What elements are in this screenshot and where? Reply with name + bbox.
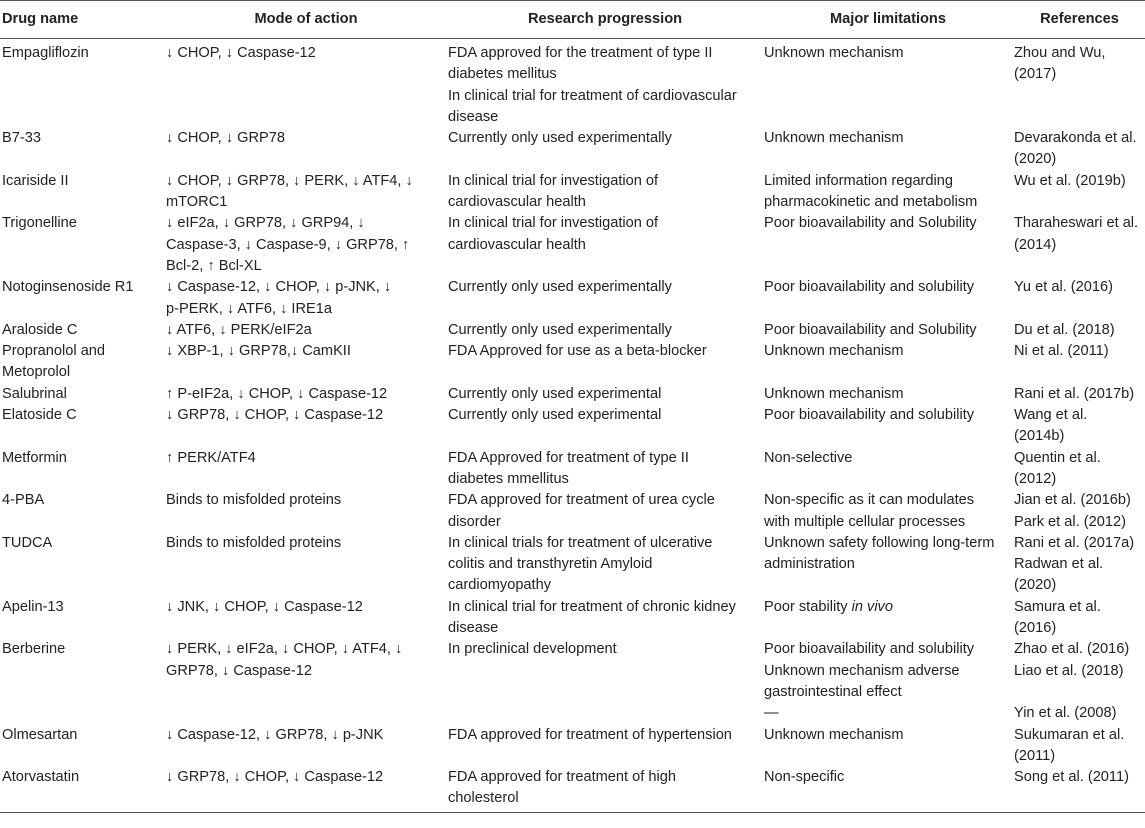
cell-line: ↓ JNK, ↓ CHOP, ↓ Caspase-12 bbox=[166, 598, 363, 615]
research-progression-cell bbox=[446, 767, 762, 812]
table-row bbox=[0, 341, 1145, 384]
cell-line: Radwan et al. bbox=[1014, 556, 1104, 573]
references-cell bbox=[1012, 39, 1145, 129]
drug-name-cell bbox=[0, 490, 164, 533]
cell-line: colitis and transthyretin Amyloid bbox=[448, 556, 653, 573]
cell-line: cardiomyopathy bbox=[448, 577, 552, 594]
cell-line: B7-33 bbox=[2, 130, 41, 147]
cell-line: Non-specific bbox=[764, 769, 845, 786]
cell-line: Metformin bbox=[2, 449, 67, 466]
cell-line: Zhou and Wu, bbox=[1014, 45, 1106, 61]
table-row bbox=[0, 533, 1145, 597]
cell-line: FDA approved for treatment of hypertension bbox=[448, 726, 732, 743]
cell-line: Elatoside C bbox=[2, 407, 77, 424]
research-progression-cell bbox=[446, 320, 762, 341]
mode-of-action-cell bbox=[164, 767, 446, 812]
cell-line: ↓ ATF6, ↓ PERK/eIF2a bbox=[166, 321, 312, 338]
cell-line: Caspase-3, ↓ Caspase-9, ↓ GRP78, ↑ bbox=[166, 236, 410, 253]
research-progression-cell bbox=[446, 639, 762, 724]
cell-line: Liao et al. (2018) bbox=[1014, 662, 1124, 679]
cell-line: Notoginsenoside R1 bbox=[2, 279, 134, 296]
cell-line: cardiovascular health bbox=[448, 194, 586, 211]
research-progression-cell bbox=[446, 490, 762, 533]
cell-line: Bcl-2, ↑ Bcl-XL bbox=[166, 257, 262, 274]
cell-line: Sukumaran et al. bbox=[1014, 726, 1125, 743]
cell-line: Atorvastatin bbox=[2, 769, 80, 786]
drug-name-cell bbox=[0, 597, 164, 640]
cell-line: (2017) bbox=[1014, 66, 1057, 83]
cell-line: Wu et al. (2019b) bbox=[1014, 172, 1126, 189]
cell-line: Unknown mechanism adverse bbox=[764, 662, 960, 679]
cell-line: FDA approved for treatment of high bbox=[448, 769, 676, 786]
cell-line: Metoprolol bbox=[2, 364, 71, 381]
cell-line: Quentin et al. bbox=[1014, 449, 1101, 466]
cell-line: Non-specific as it can modulates bbox=[764, 492, 975, 509]
major-limitations-cell bbox=[762, 490, 1012, 533]
cell-line: Empagliflozin bbox=[2, 45, 89, 61]
references-cell bbox=[1012, 533, 1145, 597]
cell-line: gastrointestinal effect bbox=[764, 683, 902, 700]
drug-name-cell bbox=[0, 341, 164, 384]
cell-line: Tharaheswari et al. bbox=[1014, 215, 1139, 232]
major-limitations-cell bbox=[762, 533, 1012, 597]
cell-line: Poor bioavailability and solubility bbox=[764, 279, 975, 296]
table-body bbox=[0, 39, 1145, 813]
drug-name-cell bbox=[0, 384, 164, 405]
table-row bbox=[0, 171, 1145, 214]
references-cell bbox=[1012, 171, 1145, 214]
major-limitations-cell bbox=[762, 320, 1012, 341]
cell-line: Unknown mechanism bbox=[764, 130, 904, 147]
cell-line: disorder bbox=[448, 513, 501, 530]
cell-line: Zhao et al. (2016) bbox=[1014, 641, 1130, 658]
research-progression-cell bbox=[446, 39, 762, 129]
cell-line: GRP78, ↓ Caspase-12 bbox=[166, 662, 313, 679]
drug-name-cell bbox=[0, 128, 164, 171]
cell-line: (2014) bbox=[1014, 236, 1057, 253]
major-limitations-cell bbox=[762, 213, 1012, 277]
cell-line: pharmacokinetic and metabolism bbox=[764, 194, 978, 211]
cell-line: Du et al. (2018) bbox=[1014, 321, 1115, 338]
mode-of-action-cell bbox=[164, 725, 446, 768]
cell-line: Currently only used experimentally bbox=[448, 130, 672, 147]
mode-of-action-cell bbox=[164, 384, 446, 405]
mode-of-action-cell bbox=[164, 405, 446, 448]
cell-line: Currently only used experimentally bbox=[448, 279, 672, 296]
major-limitations-cell bbox=[762, 171, 1012, 214]
references-cell bbox=[1012, 128, 1145, 171]
table-row bbox=[0, 448, 1145, 491]
mode-of-action-cell bbox=[164, 639, 446, 724]
major-limitations-cell bbox=[762, 341, 1012, 384]
research-progression-cell bbox=[446, 341, 762, 384]
cell-line: Poor stability in vivo bbox=[764, 598, 893, 615]
cell-line: FDA approved for the treatment of type II bbox=[448, 45, 713, 61]
mode-of-action-cell bbox=[164, 213, 446, 277]
cell-line: diabetes mmellitus bbox=[448, 470, 569, 487]
cell-line: Poor bioavailability and solubility bbox=[764, 407, 975, 424]
drug-name-cell bbox=[0, 213, 164, 277]
cell-line: Propranolol and bbox=[2, 343, 106, 360]
drug-name-cell bbox=[0, 277, 164, 320]
cell-line: Song et al. (2011) bbox=[1014, 769, 1129, 786]
cell-line: Non-selective bbox=[764, 449, 853, 466]
major-limitations-cell bbox=[762, 725, 1012, 768]
cell-line: Trigonelline bbox=[2, 215, 77, 232]
cell-line: ↓ Caspase-12, ↓ GRP78, ↓ p-JNK bbox=[166, 726, 384, 743]
table-row bbox=[0, 490, 1145, 533]
research-progression-cell bbox=[446, 448, 762, 491]
drug-name-cell bbox=[0, 725, 164, 768]
cell-line: Rani et al. (2017a) bbox=[1014, 534, 1135, 551]
cell-line: ↓ CHOP, ↓ Caspase-12 bbox=[166, 45, 316, 61]
cell-line: Apelin-13 bbox=[2, 598, 64, 615]
cell-line: Unknown mechanism bbox=[764, 385, 904, 402]
references-cell bbox=[1012, 341, 1145, 384]
cell-line: cholesterol bbox=[448, 790, 519, 807]
cell-line: Jian et al. (2016b) bbox=[1014, 492, 1131, 509]
mode-of-action-cell bbox=[164, 320, 446, 341]
cell-line: FDA approved for treatment of urea cycle bbox=[448, 492, 715, 509]
cell-line: In clinical trials for treatment of ulcerative bbox=[448, 534, 713, 551]
table-row bbox=[0, 405, 1145, 448]
drug-name-cell bbox=[0, 405, 164, 448]
cell-line: Wang et al. bbox=[1014, 407, 1088, 424]
cell-line: ↓ CHOP, ↓ GRP78, ↓ PERK, ↓ ATF4, ↓ bbox=[166, 172, 413, 189]
drug-name-cell bbox=[0, 39, 164, 129]
cell-line: 4-PBA bbox=[2, 492, 45, 509]
cell-line: In clinical trial for investigation of bbox=[448, 215, 659, 232]
cell-line: ↑ P-eIF2a, ↓ CHOP, ↓ Caspase-12 bbox=[166, 385, 388, 402]
cell-line: Olmesartan bbox=[2, 726, 78, 743]
references-cell bbox=[1012, 320, 1145, 341]
mode-of-action-cell bbox=[164, 39, 446, 129]
major-limitations-cell bbox=[762, 597, 1012, 640]
major-limitations-cell bbox=[762, 639, 1012, 724]
cell-line: Binds to misfolded proteins bbox=[166, 534, 342, 551]
cell-line: Yu et al. (2016) bbox=[1014, 279, 1113, 296]
cell-line: (2016) bbox=[1014, 620, 1057, 637]
table-row bbox=[0, 597, 1145, 640]
references-cell bbox=[1012, 277, 1145, 320]
drug-name-cell bbox=[0, 320, 164, 341]
cell-line: ↑ PERK/ATF4 bbox=[166, 449, 256, 466]
cell-line: Binds to misfolded proteins bbox=[166, 492, 342, 509]
cell-line: — bbox=[764, 705, 779, 722]
cell-line: Yin et al. (2008) bbox=[1014, 705, 1117, 722]
cell-line: Poor bioavailability and Solubility bbox=[764, 215, 977, 232]
research-progression-cell bbox=[446, 405, 762, 448]
cell-line: Unknown safety following long-term bbox=[764, 534, 995, 551]
cell-line: (2014b) bbox=[1014, 428, 1065, 445]
cell-line: Poor bioavailability and Solubility bbox=[764, 321, 977, 338]
cell-line: Unknown mechanism bbox=[764, 726, 904, 743]
cell-line: In clinical trial for investigation of bbox=[448, 172, 659, 189]
references-cell bbox=[1012, 384, 1145, 405]
cell-line: ↓ CHOP, ↓ GRP78 bbox=[166, 130, 285, 147]
cell-line: Unknown mechanism bbox=[764, 45, 904, 61]
cell-line: ↓ Caspase-12, ↓ CHOP, ↓ p-JNK, ↓ bbox=[166, 279, 392, 296]
cell-line: Berberine bbox=[2, 641, 66, 658]
cell-line: TUDCA bbox=[2, 534, 53, 551]
cell-line: (2012) bbox=[1014, 470, 1057, 487]
research-progression-cell bbox=[446, 384, 762, 405]
cell-line: Samura et al. bbox=[1014, 598, 1101, 615]
cell-line: p-PERK, ↓ ATF6, ↓ IRE1a bbox=[166, 300, 332, 317]
cell-line: Rani et al. (2017b) bbox=[1014, 385, 1135, 402]
cell-line: ↓ XBP-1, ↓ GRP78,↓ CamKII bbox=[166, 343, 351, 360]
research-progression-cell bbox=[446, 171, 762, 214]
cell-line: FDA Approved for treatment of type II bbox=[448, 449, 689, 466]
mode-of-action-cell bbox=[164, 448, 446, 491]
mode-of-action-cell bbox=[164, 341, 446, 384]
header-references: References bbox=[1012, 1, 1145, 39]
cell-line: Araloside C bbox=[2, 321, 78, 338]
cell-line: disease bbox=[448, 620, 499, 637]
table-row bbox=[0, 725, 1145, 768]
drug-name-cell bbox=[0, 639, 164, 724]
cell-line: with multiple cellular processes bbox=[764, 513, 966, 530]
cell-line: In clinical trial for treatment of chronic kidney bbox=[448, 598, 736, 615]
cell-line: Poor bioavailability and solubility bbox=[764, 641, 975, 658]
references-cell bbox=[1012, 490, 1145, 533]
table-row bbox=[0, 213, 1145, 277]
cell-line: Currently only used experimental bbox=[448, 407, 662, 424]
cell-line: Devarakonda et al. bbox=[1014, 130, 1137, 147]
cell-line: disease bbox=[448, 108, 499, 125]
research-progression-cell bbox=[446, 128, 762, 171]
cell-line: ↓ eIF2a, ↓ GRP78, ↓ GRP94, ↓ bbox=[166, 215, 365, 232]
drug-name-cell bbox=[0, 767, 164, 812]
drug-name-cell bbox=[0, 448, 164, 491]
cell-line bbox=[1014, 682, 1143, 703]
mode-of-action-cell bbox=[164, 533, 446, 597]
references-cell bbox=[1012, 448, 1145, 491]
mode-of-action-cell bbox=[164, 490, 446, 533]
header-drug-name: Drug name bbox=[0, 1, 164, 39]
mode-of-action-cell bbox=[164, 128, 446, 171]
references-cell bbox=[1012, 767, 1145, 812]
references-cell bbox=[1012, 597, 1145, 640]
mode-of-action-cell bbox=[164, 597, 446, 640]
major-limitations-cell bbox=[762, 405, 1012, 448]
cell-line: Limited information regarding bbox=[764, 172, 954, 189]
table-row bbox=[0, 39, 1145, 129]
research-progression-cell bbox=[446, 597, 762, 640]
italic-text: in vivo bbox=[851, 598, 893, 615]
cell-line: (2011) bbox=[1014, 747, 1056, 764]
drug-name-cell bbox=[0, 533, 164, 597]
cell-line: administration bbox=[764, 556, 855, 573]
references-cell bbox=[1012, 639, 1145, 724]
cell-line: FDA Approved for use as a beta-blocker bbox=[448, 343, 707, 360]
references-cell bbox=[1012, 405, 1145, 448]
header-major-limitations: Major limitations bbox=[762, 1, 1012, 39]
cell-line: cardiovascular health bbox=[448, 236, 586, 253]
research-progression-cell bbox=[446, 725, 762, 768]
cell-line: ↓ GRP78, ↓ CHOP, ↓ Caspase-12 bbox=[166, 407, 384, 424]
cell-line: diabetes mellitus bbox=[448, 66, 557, 83]
cell-line: (2020) bbox=[1014, 151, 1057, 168]
research-progression-cell bbox=[446, 533, 762, 597]
table-header bbox=[0, 1, 1145, 39]
table-row bbox=[0, 384, 1145, 405]
cell-line: mTORC1 bbox=[166, 194, 228, 211]
drug-name-cell bbox=[0, 171, 164, 214]
references-cell bbox=[1012, 213, 1145, 277]
cell-line: ↓ PERK, ↓ eIF2a, ↓ CHOP, ↓ ATF4, ↓ bbox=[166, 641, 403, 658]
major-limitations-cell bbox=[762, 448, 1012, 491]
header-research-progression: Research progression bbox=[446, 1, 762, 39]
header-mode-of-action: Mode of action bbox=[164, 1, 446, 39]
major-limitations-cell bbox=[762, 128, 1012, 171]
cell-line: Salubrinal bbox=[2, 385, 67, 402]
mode-of-action-cell bbox=[164, 171, 446, 214]
table-row bbox=[0, 277, 1145, 320]
cell-line: Currently only used experimentally bbox=[448, 321, 672, 338]
major-limitations-cell bbox=[762, 384, 1012, 405]
table-row bbox=[0, 128, 1145, 171]
references-cell bbox=[1012, 725, 1145, 768]
major-limitations-cell bbox=[762, 39, 1012, 129]
cell-line: Park et al. (2012) bbox=[1014, 513, 1126, 530]
cell-line: Ni et al. (2011) bbox=[1014, 343, 1109, 360]
research-progression-cell bbox=[446, 213, 762, 277]
table-row bbox=[0, 320, 1145, 341]
major-limitations-cell bbox=[762, 277, 1012, 320]
table-row bbox=[0, 767, 1145, 812]
major-limitations-cell bbox=[762, 767, 1012, 812]
cell-line: Currently only used experimental bbox=[448, 385, 662, 402]
cell-line: In clinical trial for treatment of cardiovascular bbox=[448, 87, 737, 104]
cell-line: ↓ GRP78, ↓ CHOP, ↓ Caspase-12 bbox=[166, 769, 384, 786]
cell-line: In preclinical development bbox=[448, 641, 617, 658]
cell-line: Unknown mechanism bbox=[764, 343, 904, 360]
research-progression-cell bbox=[446, 277, 762, 320]
cell-line: (2020) bbox=[1014, 577, 1057, 594]
table-row bbox=[0, 639, 1145, 724]
mode-of-action-cell bbox=[164, 277, 446, 320]
cell-line: Icariside II bbox=[2, 172, 69, 189]
